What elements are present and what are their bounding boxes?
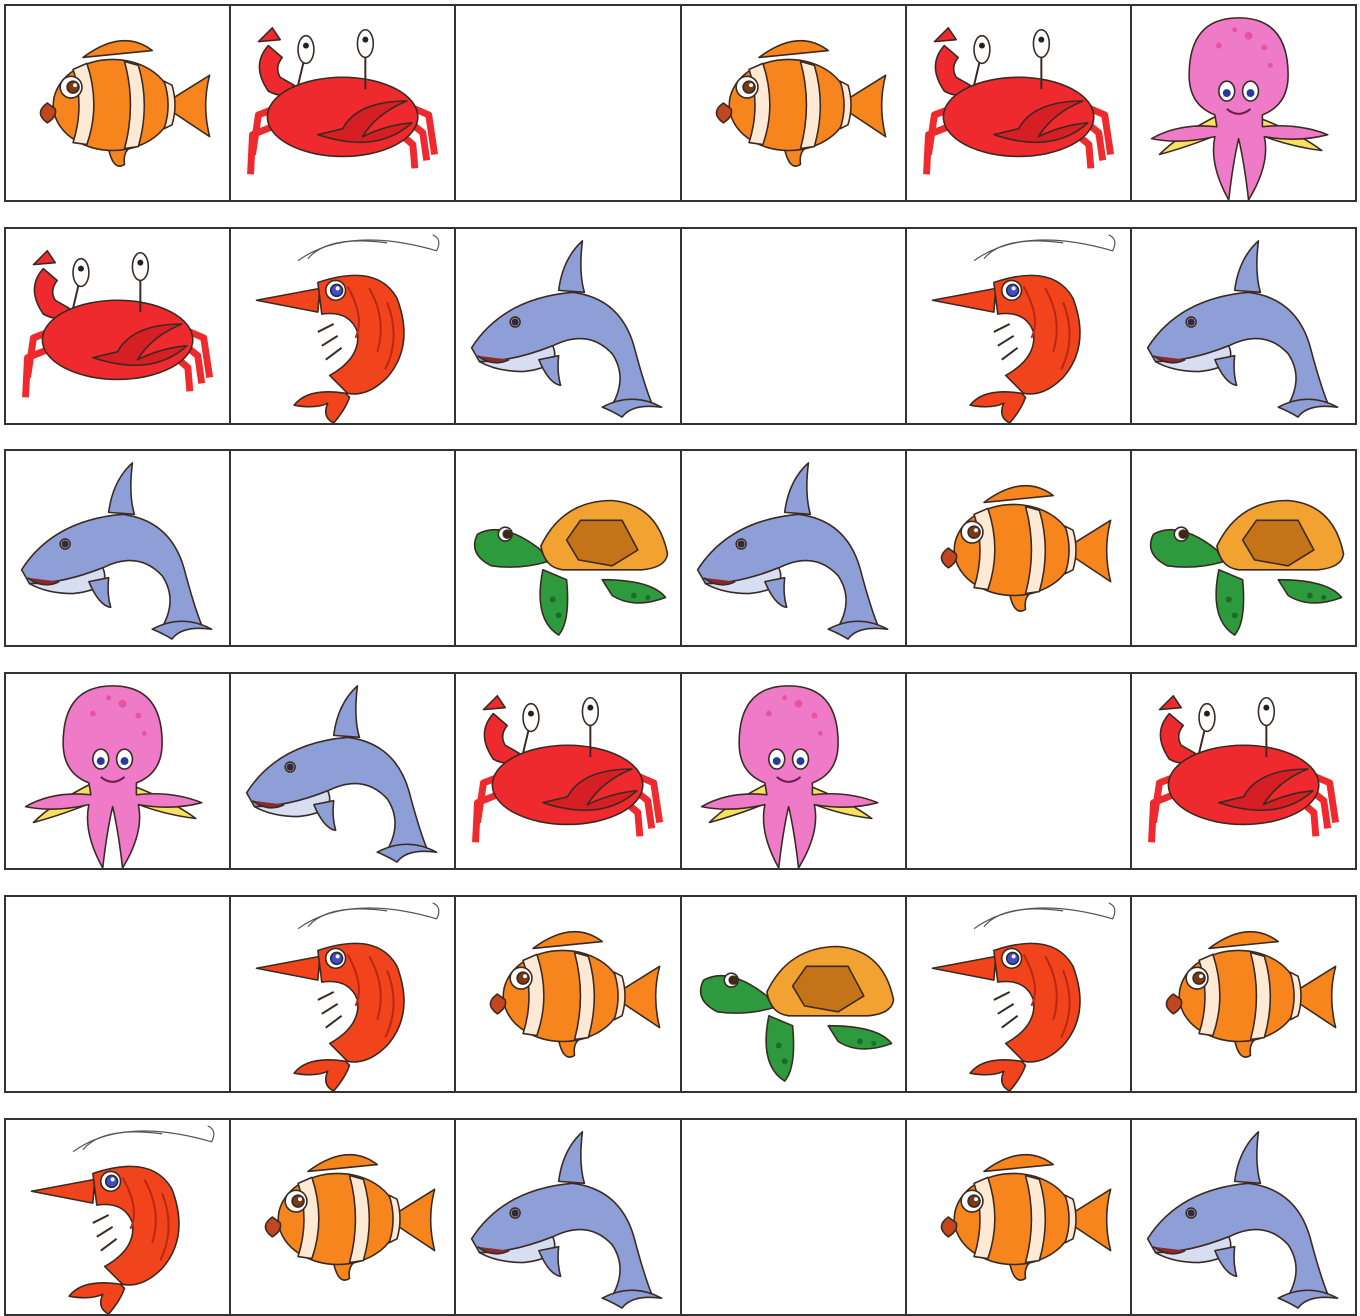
- dolphin-icon: [1132, 1120, 1355, 1314]
- cell-crab: [1132, 674, 1357, 868]
- cell-dolphin: [682, 451, 907, 645]
- octopus-icon: [6, 674, 229, 868]
- cell-octopus: [682, 674, 907, 868]
- dolphin-icon: [682, 451, 905, 645]
- empty-answer-cell[interactable]: [682, 229, 907, 423]
- cell-shrimp: [6, 1120, 231, 1314]
- shrimp-icon: [231, 897, 454, 1091]
- clownfish-icon: [1132, 897, 1355, 1091]
- clownfish-icon: [682, 6, 905, 200]
- cell-shrimp: [231, 897, 456, 1091]
- crab-icon: [907, 6, 1130, 200]
- dolphin-icon: [6, 451, 229, 645]
- shrimp-icon: [231, 229, 454, 423]
- cell-shrimp: [907, 897, 1132, 1091]
- crab-icon: [1132, 674, 1355, 868]
- shrimp-icon: [6, 1120, 229, 1314]
- cell-shrimp: [231, 229, 456, 423]
- pattern-row-3: [4, 449, 1357, 647]
- cell-dolphin: [456, 1120, 681, 1314]
- cell-crab: [231, 6, 456, 200]
- pattern-row-5: [4, 895, 1357, 1093]
- cell-clownfish: [231, 1120, 456, 1314]
- dolphin-icon: [456, 1120, 679, 1314]
- cell-clownfish: [907, 451, 1132, 645]
- turtle-icon: [456, 451, 679, 645]
- dolphin-icon: [1132, 229, 1355, 423]
- cell-dolphin: [1132, 1120, 1357, 1314]
- empty-answer-cell[interactable]: [231, 451, 456, 645]
- cell-crab: [6, 229, 231, 423]
- cell-shrimp: [907, 229, 1132, 423]
- cell-dolphin: [1132, 229, 1357, 423]
- cell-clownfish: [1132, 897, 1357, 1091]
- clownfish-icon: [456, 897, 679, 1091]
- cell-octopus: [6, 674, 231, 868]
- empty-answer-cell[interactable]: [907, 674, 1132, 868]
- cell-clownfish: [907, 1120, 1132, 1314]
- pattern-row-6: [4, 1118, 1357, 1316]
- cell-turtle: [1132, 451, 1357, 645]
- cell-clownfish: [682, 6, 907, 200]
- cell-turtle: [682, 897, 907, 1091]
- cell-dolphin: [231, 674, 456, 868]
- dolphin-icon: [231, 674, 454, 868]
- cell-crab: [456, 674, 681, 868]
- empty-answer-cell[interactable]: [682, 1120, 907, 1314]
- shrimp-icon: [907, 229, 1130, 423]
- pattern-row-4: [4, 672, 1357, 870]
- cell-octopus: [1132, 6, 1357, 200]
- empty-answer-cell[interactable]: [456, 6, 681, 200]
- octopus-icon: [1132, 6, 1355, 200]
- pattern-row-2: [4, 227, 1357, 425]
- crab-icon: [6, 229, 229, 423]
- turtle-icon: [682, 897, 905, 1091]
- crab-icon: [231, 6, 454, 200]
- pattern-row-1: [4, 4, 1357, 202]
- turtle-icon: [1132, 451, 1355, 645]
- clownfish-icon: [907, 451, 1130, 645]
- clownfish-icon: [6, 6, 229, 200]
- clownfish-icon: [907, 1120, 1130, 1314]
- cell-turtle: [456, 451, 681, 645]
- clownfish-icon: [231, 1120, 454, 1314]
- octopus-icon: [682, 674, 905, 868]
- cell-dolphin: [456, 229, 681, 423]
- cell-clownfish: [6, 6, 231, 200]
- empty-answer-cell[interactable]: [6, 897, 231, 1091]
- cell-crab: [907, 6, 1132, 200]
- cell-dolphin: [6, 451, 231, 645]
- dolphin-icon: [456, 229, 679, 423]
- crab-icon: [456, 674, 679, 868]
- cell-clownfish: [456, 897, 681, 1091]
- shrimp-icon: [907, 897, 1130, 1091]
